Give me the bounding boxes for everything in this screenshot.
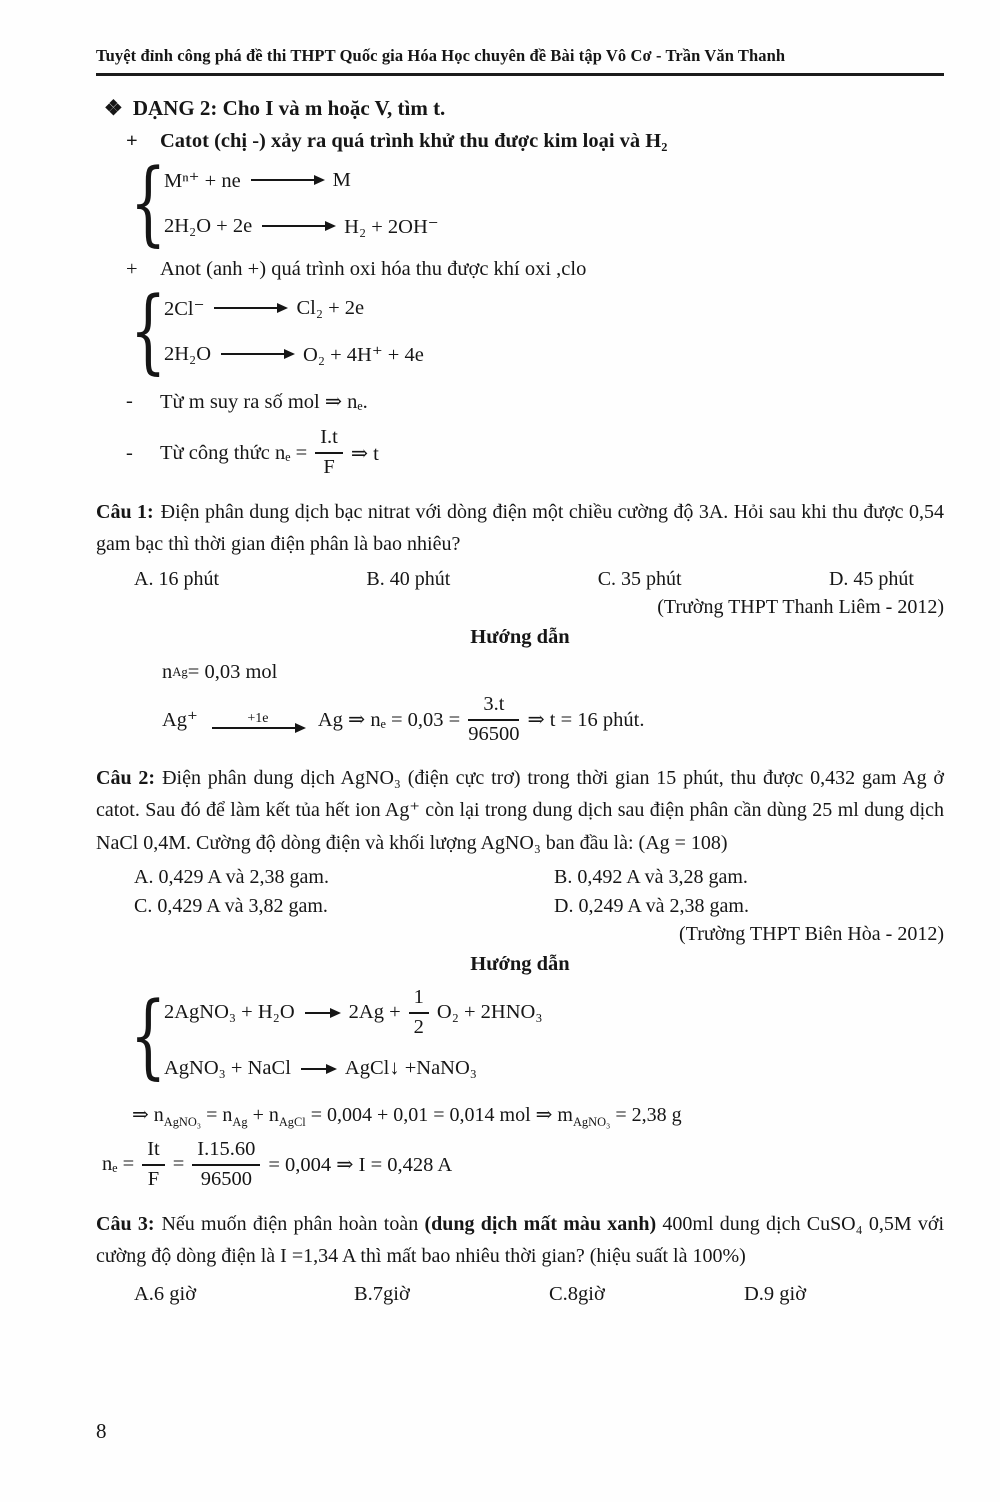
option-b: B. 40 phút xyxy=(366,567,451,590)
left-brace: { xyxy=(130,982,167,1090)
equation-line xyxy=(164,203,439,249)
cau2-equation-group xyxy=(130,980,944,1092)
labeled-arrow xyxy=(212,711,304,729)
option-c: C. 35 phút xyxy=(597,567,682,590)
option-a: A.6 giờ xyxy=(134,1282,197,1305)
equation-right: M xyxy=(332,168,351,191)
formula-text: + n xyxy=(247,1103,279,1126)
catot-rule-line xyxy=(126,130,944,153)
equation-column xyxy=(164,157,439,249)
anot-rule-text: Anot (anh +) quá trình oxi hóa thu được khí oxi ,clo xyxy=(160,258,587,280)
subscript: Ag xyxy=(232,1114,248,1129)
formula-text: nₑ = xyxy=(102,1153,135,1176)
fraction-denominator: F xyxy=(323,456,335,478)
equation-right: O₂ + 4H⁺ + 4e xyxy=(303,343,424,366)
option-a: A. 16 phút xyxy=(134,567,219,590)
formula-text: ⇒ n xyxy=(132,1103,164,1126)
equation-right: Cl₂ + 2e xyxy=(296,296,365,319)
equation-column xyxy=(164,980,542,1092)
option-a: A. 0,429 A và 2,38 gam. xyxy=(134,865,329,888)
formula-text: ⇒ t = 16 phút. xyxy=(527,709,645,732)
cau2-mol-sum-line xyxy=(132,1102,944,1130)
subscript: AgCl xyxy=(278,1114,306,1129)
equation-left: 2H₂O + 2e xyxy=(164,214,253,237)
fraction xyxy=(409,986,429,1039)
fraction-denominator: 2 xyxy=(413,1015,424,1038)
formula-text: = 2,38 g xyxy=(610,1103,682,1126)
question-text: Nếu muốn điện phân hoàn toàn xyxy=(161,1212,425,1235)
plus-marker: + xyxy=(126,258,138,280)
equation-column xyxy=(164,285,424,377)
dash-marker: - xyxy=(126,390,133,412)
running-header: Tuyệt đỉnh công phá đề thi THPT Quốc gia Hóa Học chuyên đề Bài tập Vô Cơ - Trần Văn Thanh xyxy=(96,46,944,76)
question-text: Điện phân dung dịch AgNO₃ (điện cực trơ) trong thời gian 15 phút, thu được 0,432 gam Ag ở catot. Sau đó để làm kết tủa hết ion Ag⁺ còn lại trong dung dịch sau điện phân cần dùng 25 ml dung dịch NaCl 0,4M. Cường độ dòng điện và khối lượng AgNO₃ ban đầu là: (Ag = 108) xyxy=(96,766,944,854)
equation-mid: 2Ag + xyxy=(348,1001,401,1024)
cau3-options-row xyxy=(134,1283,944,1306)
formula-text: = 0,03 mol xyxy=(187,660,278,683)
cau2-options-grid xyxy=(134,866,944,918)
note-formula-line xyxy=(126,420,944,486)
reaction-arrow-icon xyxy=(305,1012,339,1014)
page-number: 8 xyxy=(96,1419,107,1443)
cau1-source: (Trường THPT Thanh Liêm - 2012) xyxy=(657,595,944,618)
option-d: D.9 giờ xyxy=(744,1282,807,1305)
reaction-arrow-icon xyxy=(221,353,293,355)
fraction xyxy=(468,693,519,746)
option-d: D. 0,249 A và 2,38 gam. xyxy=(554,894,749,917)
question-bold-text: (dung dịch mất màu xanh) xyxy=(424,1212,657,1235)
reaction-arrow-icon xyxy=(301,1068,335,1070)
fraction-denominator: 96500 xyxy=(200,1167,252,1190)
reaction-arrow-icon xyxy=(214,307,286,309)
fraction xyxy=(192,1138,260,1191)
option-b: B. 0,492 A và 3,28 gam. xyxy=(554,865,748,888)
cau1-guide-heading: Hướng dẫn xyxy=(470,625,570,648)
catot-rule-text: Catot (chị -) xảy ra quá trình khử thu được kim loại và H₂ xyxy=(160,130,668,152)
question-label: Câu 2: xyxy=(96,766,156,789)
fraction-denominator: 96500 xyxy=(468,722,520,745)
note-formula-text: Từ công thức nₑ = xyxy=(160,441,308,464)
option-c: C.8giờ xyxy=(549,1282,605,1305)
plus-marker: + xyxy=(126,130,138,152)
fraction xyxy=(142,1138,165,1191)
equation-line xyxy=(164,980,542,1046)
left-brace: { xyxy=(130,149,167,257)
arrow-label: +1e xyxy=(247,710,269,726)
cau3-question xyxy=(96,1208,944,1273)
equation-right: AgCl↓ +NaNO₃ xyxy=(344,1057,477,1080)
option-c: C. 0,429 A và 3,82 gam. xyxy=(134,894,328,917)
subscript: AgNO₃ xyxy=(572,1114,611,1129)
equation-line xyxy=(164,285,424,331)
left-brace: { xyxy=(130,277,167,385)
fraction-numerator: It xyxy=(142,1138,165,1166)
equation-left: 2Cl⁻ xyxy=(164,297,205,320)
section-heading-text: DẠNG 2: Cho I và m hoặc V, tìm t. xyxy=(132,96,446,120)
subscript: AgNO₃ xyxy=(163,1114,202,1129)
formula-text: n xyxy=(162,660,173,683)
cau2-guide-heading: Hướng dẫn xyxy=(470,952,570,975)
equation-line xyxy=(164,331,424,377)
equation-left: 2AgNO₃ + H₂O xyxy=(164,1001,295,1024)
reaction-arrow-icon xyxy=(251,179,323,181)
equation-left: 2H₂O xyxy=(164,342,212,365)
cau1-options-row xyxy=(134,568,914,591)
dash-marker: - xyxy=(126,441,133,464)
formula-text: = 0,004 ⇒ I = 0,428 A xyxy=(268,1154,453,1177)
option-b: B.7giờ xyxy=(354,1282,410,1305)
cau2-source: (Trường THPT Biên Hòa - 2012) xyxy=(679,922,944,945)
equation-line xyxy=(164,157,439,203)
fraction-numerator: 1 xyxy=(409,986,429,1014)
reaction-arrow-icon xyxy=(212,727,304,729)
fraction xyxy=(315,426,343,479)
equation-right: H₂ + 2OH⁻ xyxy=(344,215,439,238)
equals-sign: = xyxy=(172,1153,185,1176)
diamond-bullet-icon: ❖ xyxy=(104,96,123,120)
formula-text: Ag⁺ xyxy=(162,709,198,732)
anot-equation-group xyxy=(130,277,944,385)
question-text: Điện phân dung dịch bạc nitrat với dòng điện một chiều cường độ 3A. Hỏi sau khi thu được 0,54 gam bạc thì thời gian điện phân là bao nhiêu? xyxy=(96,501,944,556)
question-label: Câu 1: xyxy=(96,501,154,523)
cau1-solution-line-2 xyxy=(162,688,944,752)
formula-text: Ag ⇒ nₑ = 0,03 = xyxy=(317,709,461,732)
note-formula-tail: ⇒ t xyxy=(350,442,379,465)
option-d: D. 45 phút xyxy=(828,567,914,590)
equation-left: Mⁿ⁺ + ne xyxy=(164,169,241,192)
formula-text: = 0,004 + 0,01 = 0,014 mol ⇒ m xyxy=(305,1103,573,1126)
fraction-denominator: F xyxy=(147,1167,160,1190)
cau2-current-line xyxy=(102,1132,944,1198)
reaction-arrow-icon xyxy=(262,225,334,227)
anot-rule-line xyxy=(126,258,944,281)
equation-left: AgNO₃ + NaCl xyxy=(164,1057,291,1080)
fraction-numerator: 3.t xyxy=(468,693,519,721)
cau1-solution-line-1 xyxy=(162,661,944,684)
equation-right: O₂ + 2HNO₃ xyxy=(436,1001,543,1024)
cau1-question xyxy=(96,496,944,561)
subscript: Ag xyxy=(172,664,188,679)
cau2-question xyxy=(96,762,944,859)
equation-line xyxy=(164,1046,542,1092)
catot-equation-group xyxy=(130,149,944,257)
note-mol-line xyxy=(126,389,944,414)
question-text: 400ml dung dịch CuSO₄ 0,5M với cường độ dòng điện là I =1,34 A thì mất bao nhiêu thời gian? (hiệu suất là 100%) xyxy=(96,1212,945,1268)
fraction-numerator: I.t xyxy=(315,426,343,454)
note-mol-text: Từ m suy ra số mol ⇒ nₑ. xyxy=(160,391,368,413)
fraction-numerator: I.15.60 xyxy=(192,1138,260,1166)
section-heading xyxy=(104,96,944,121)
formula-text: = n xyxy=(201,1103,233,1126)
question-label: Câu 3: xyxy=(96,1212,155,1235)
